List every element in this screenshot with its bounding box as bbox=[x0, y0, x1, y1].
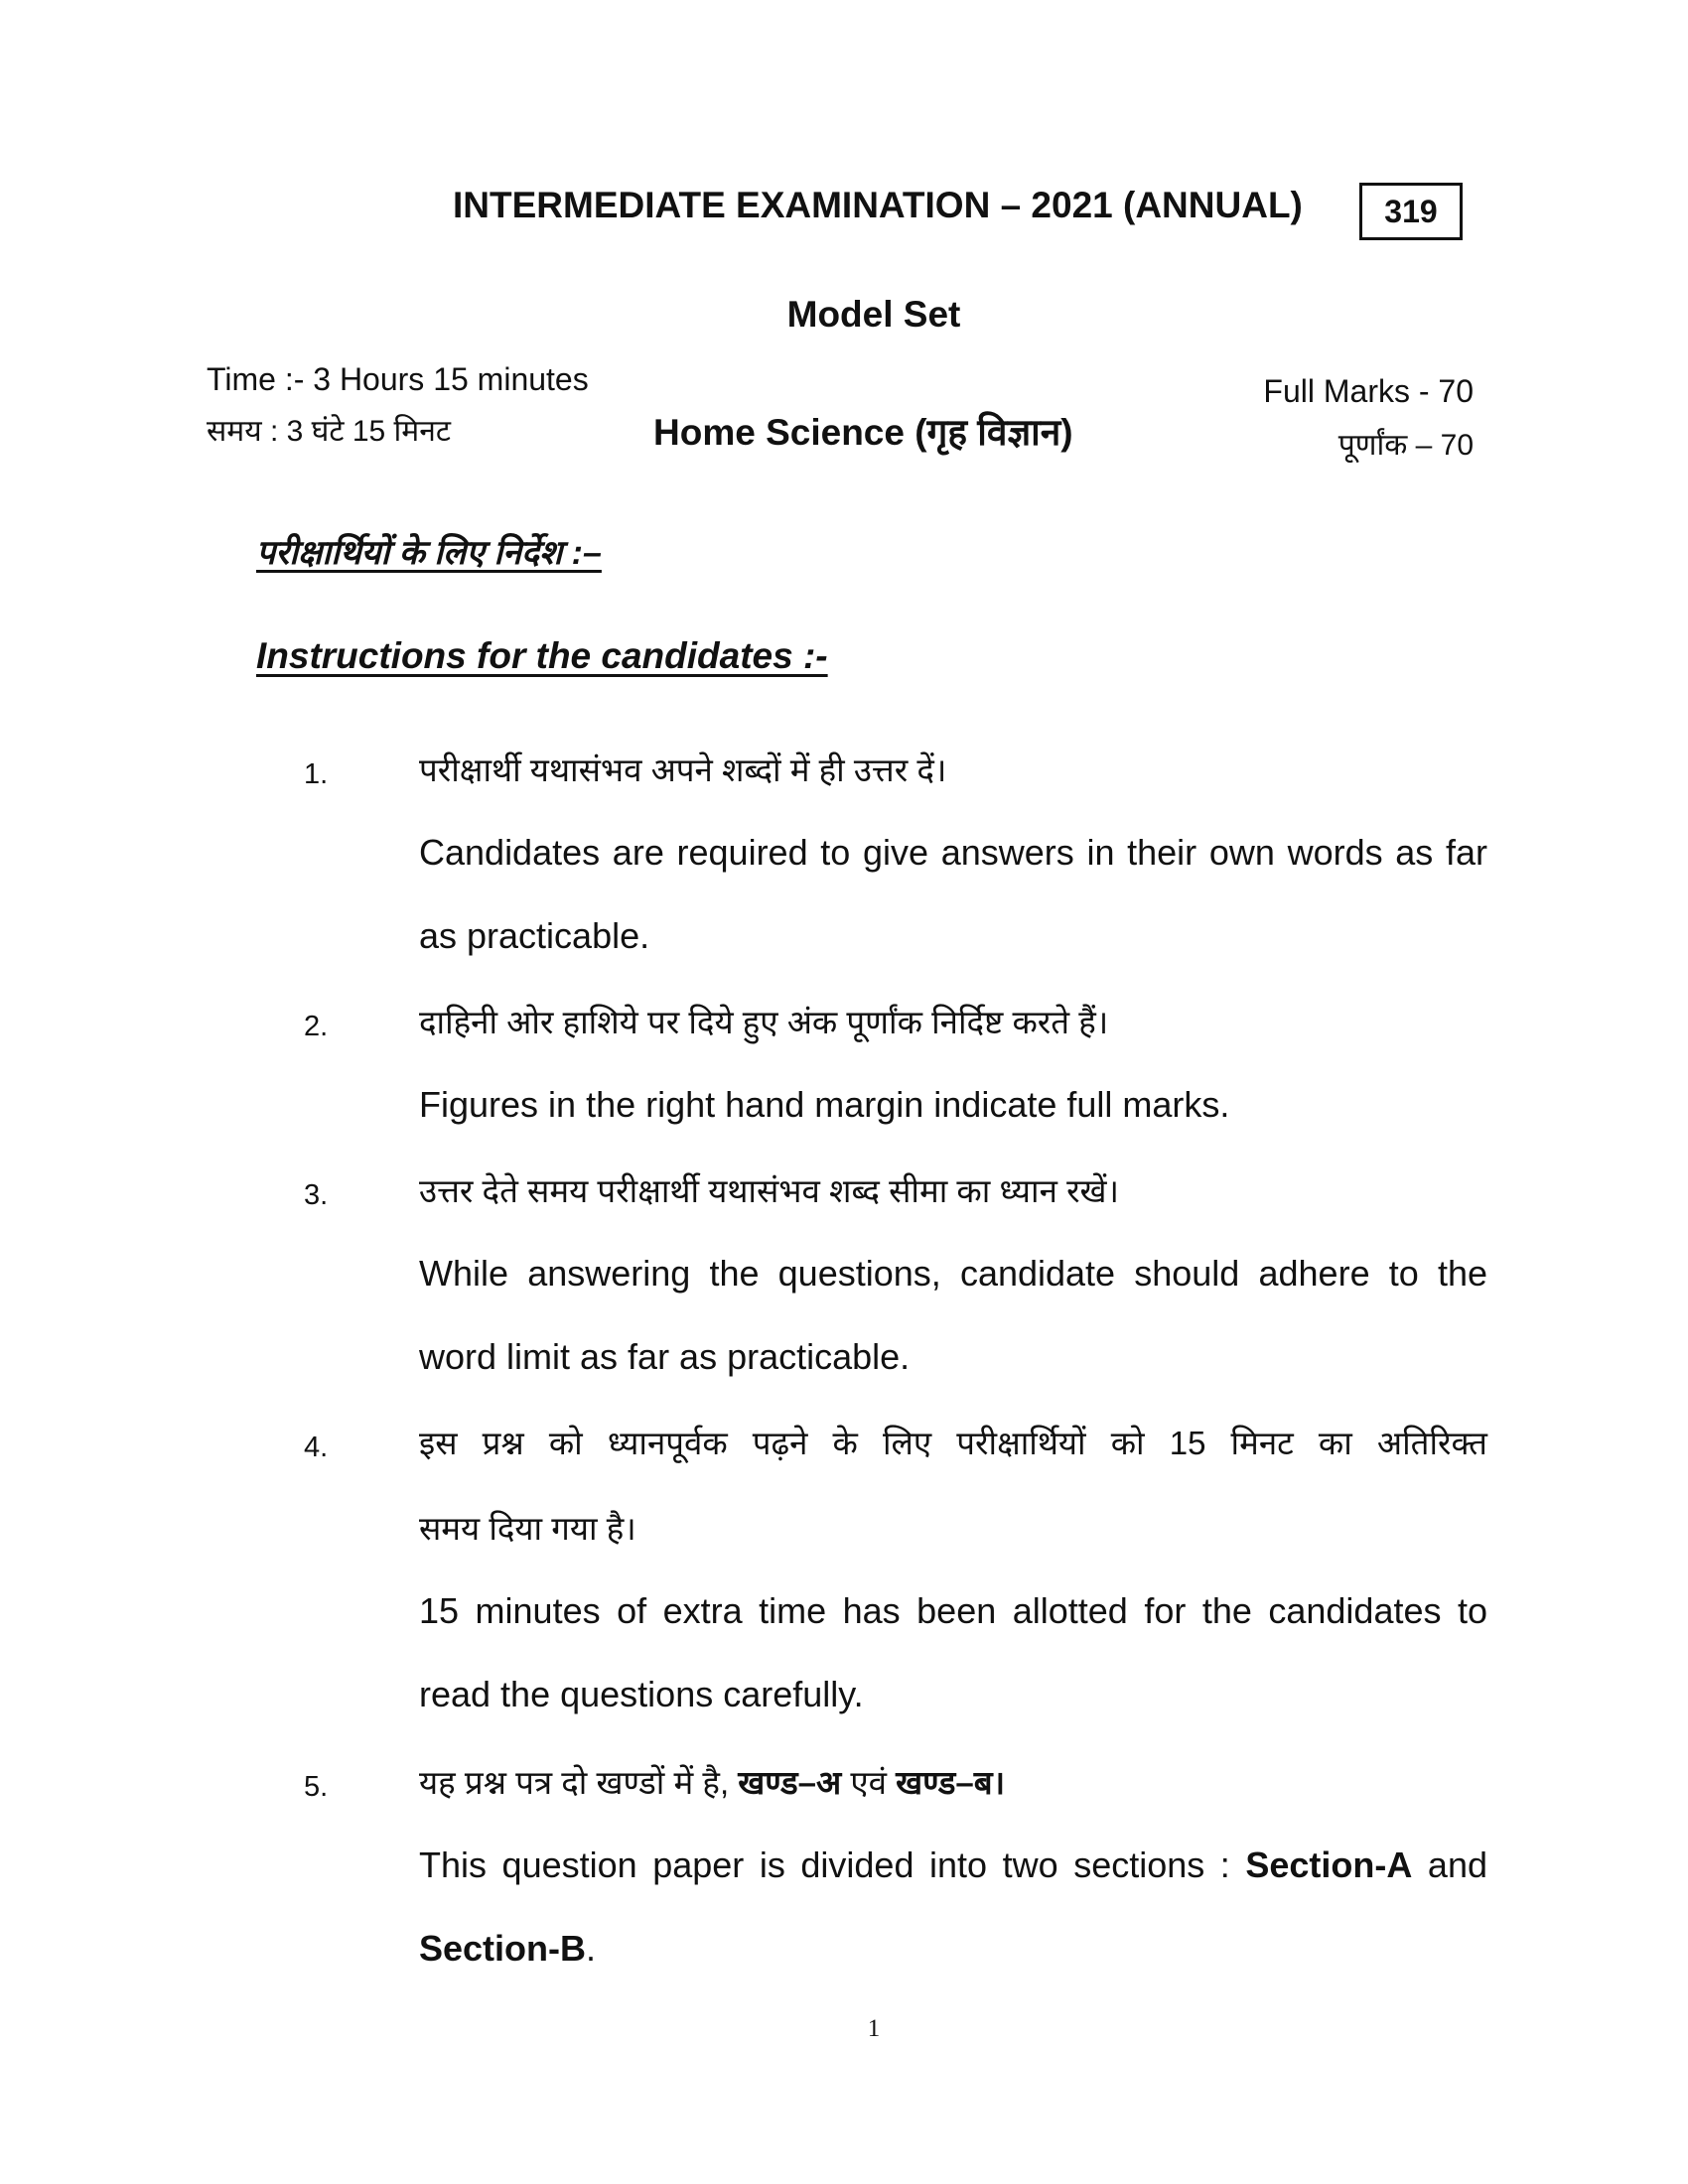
instruction-1-english-line-2: as practicable. bbox=[419, 915, 650, 956]
instruction-1-hindi: परीक्षार्थी यथासंभव अपने शब्दों में ही उत्तर दें। bbox=[419, 751, 947, 788]
set-name: Model Set bbox=[786, 294, 961, 335]
instructions-heading-hindi: परीक्षार्थियों के लिए निर्देश :– bbox=[256, 534, 602, 572]
full-marks-hindi: पूर्णांक – 70 bbox=[1337, 429, 1474, 462]
instruction-5-english-text: This question paper is divided into two sections : bbox=[419, 1844, 1246, 1885]
section-a-english: Section-A bbox=[1245, 1844, 1413, 1885]
instruction-4-english-line-1: 15 minutes of extra time has been allotted for the candidates to bbox=[419, 1590, 1487, 1631]
instruction-3-english-line-1: While answering the questions, candidate should adhere to the bbox=[419, 1253, 1487, 1294]
page-number: 1 bbox=[867, 2015, 881, 2042]
subject-code-box: 319 bbox=[1359, 183, 1463, 240]
instruction-number: 2. bbox=[304, 1011, 329, 1042]
time-hindi: समय : 3 घंटे 15 मिनट bbox=[207, 415, 452, 448]
section-b-english: Section-B bbox=[419, 1928, 587, 1969]
instruction-5-hindi-text: यह प्रश्न पत्र दो खण्डों में है, bbox=[419, 1764, 739, 1801]
instruction-5-english-period: . bbox=[586, 1928, 597, 1969]
section-a-hindi: खण्ड–अ bbox=[738, 1764, 842, 1801]
instruction-2-hindi: दाहिनी ओर हाशिये पर दिये हुए अंक पूर्णांक निर्दिष्ट करते हैं। bbox=[419, 1004, 1109, 1040]
section-b-hindi: खण्ड–ब। bbox=[896, 1764, 1006, 1801]
instruction-3-english-line-2: word limit as far as practicable. bbox=[419, 1336, 911, 1377]
instruction-5-english-line-2 bbox=[419, 1928, 1487, 1970]
subject-title: Home Science (गृह विज्ञान) bbox=[653, 412, 1073, 453]
instructions-heading-english: Instructions for the candidates :- bbox=[256, 635, 828, 676]
instruction-2-english: Figures in the right hand margin indicate full marks. bbox=[419, 1084, 1230, 1125]
instruction-5-hindi bbox=[419, 1759, 1487, 1804]
time-english: Time :- 3 Hours 15 minutes bbox=[207, 361, 589, 397]
instruction-4-hindi-line-1: इस प्रश्न को ध्यानपूर्वक पढ़ने के लिए परीक्षार्थियों को 15 मिनट का अतिरिक्त bbox=[419, 1425, 1487, 1461]
instruction-5-english-line-1 bbox=[419, 1844, 1487, 1886]
instruction-5-hindi-and: एवं bbox=[841, 1764, 897, 1801]
instruction-number: 4. bbox=[304, 1432, 329, 1463]
instruction-3-hindi: उत्तर देते समय परीक्षार्थी यथासंभव शब्द सीमा का ध्यान रखें। bbox=[419, 1172, 1120, 1209]
instruction-number: 1. bbox=[304, 758, 329, 790]
instruction-1-english-line-1: Candidates are required to give answers in their own words as far bbox=[419, 832, 1487, 873]
instruction-number: 5. bbox=[304, 1771, 329, 1803]
instruction-4-english-line-2: read the questions carefully. bbox=[419, 1674, 864, 1714]
instruction-5-english-and: and bbox=[1412, 1844, 1487, 1885]
instruction-number: 3. bbox=[304, 1179, 329, 1211]
instruction-4-hindi-line-2: समय दिया गया है। bbox=[419, 1510, 636, 1547]
full-marks-english: Full Marks - 70 bbox=[1263, 373, 1474, 409]
exam-title: INTERMEDIATE EXAMINATION – 2021 (ANNUAL) bbox=[453, 185, 1303, 225]
